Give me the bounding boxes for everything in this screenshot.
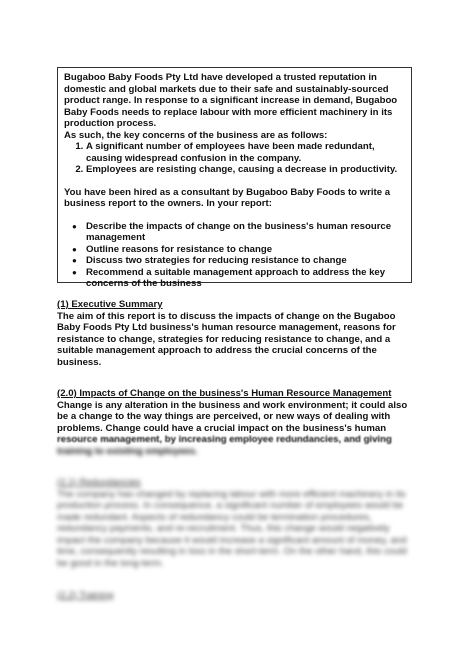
impacts-body: Change is any alteration in the business and work environment; it could also be a change to the way things are perceived, or new ways of dealing with problems. Change could have a crucial impact on the business's human — [57, 399, 408, 434]
concerns-list — [64, 141, 405, 176]
task-item: ● Recommend a suitable management approach to address the key concerns of the business — [86, 267, 405, 290]
concerns-lead: As such, the key concerns of the business are as follows: — [64, 129, 328, 141]
impacts-section — [57, 388, 417, 457]
redundancies-section — [57, 477, 417, 569]
executive-summary-heading: (1) Executive Summary — [57, 299, 163, 310]
hired-text: You have been hired as a consultant by Bugaboo Baby Foods to write a business report to the owners. In your report: — [64, 186, 391, 209]
impacts-body-partial: resource management, by increasing employee redundancies, and giving — [57, 434, 392, 445]
executive-summary-body: The aim of this report is to discuss the impacts of change on the Bugaboo Baby Foods Pty Ltd business's human resource management, reasons for resistance to change, strategies for reducing resistance to change, and a suitable management approach to address the crucial concerns of the business. — [57, 310, 396, 368]
executive-summary-section — [57, 299, 417, 368]
redundancies-heading: (2.1) Redundancies — [57, 477, 141, 488]
task-item: ● Discuss two strategies for reducing resistance to change — [86, 255, 405, 267]
concern-item: 1. A significant number of employees have been made redundant, causing widespread confusion in the company. — [86, 141, 405, 164]
impacts-body-blurred: training to existing employees. — [57, 445, 198, 457]
tasks-list — [64, 221, 405, 290]
task-item: ● Describe the impacts of change on the business's human resource management — [86, 221, 405, 244]
task-description-box — [57, 67, 412, 289]
concern-item: 2. Employees are resisting change, causing a decrease in productivity. — [86, 164, 405, 176]
impacts-heading: (2.0) Impacts of Change on the business's Human Resource Management — [57, 388, 392, 399]
task-item: ● Outline reasons for resistance to change — [86, 244, 405, 256]
training-section — [57, 590, 417, 602]
redundancies-body: The company has changed by replacing labour with more efficient machinery in its production process. In consequence, a significant number of employees would be made redundant. Aspects of redundancy could be termination procedures, redundancy payments, and re-recruitment. Thus, this change would negatively impact the company because it would increase a significant amount of money, and time, consequently resulting in loss in the short-term. On the other hand, this could be good in the long-term. — [57, 488, 407, 569]
task-intro: Bugaboo Baby Foods Pty Ltd have developed a trusted reputation in domestic and global markets due to their safe and sustainably-sourced product range. In response to a significant increase in demand, Bugaboo Baby Foods needs to replace labour with more efficient machinery in its production process. — [64, 72, 398, 129]
training-heading: (2.2) Training — [57, 590, 114, 601]
